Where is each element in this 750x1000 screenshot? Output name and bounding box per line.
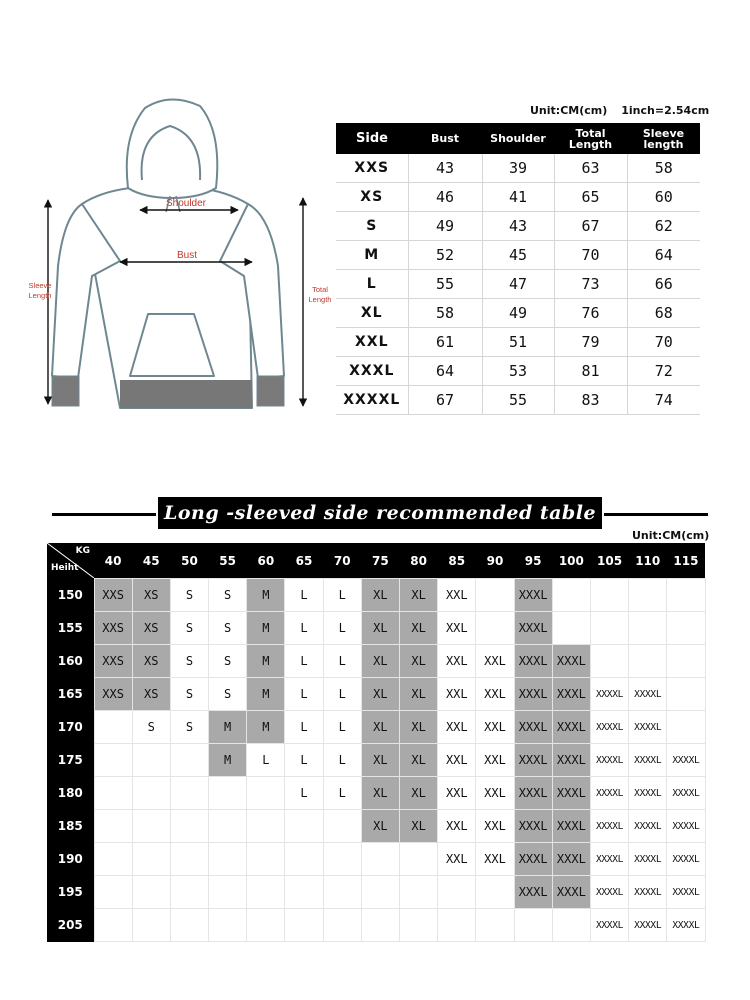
size-recommendation-cell: XXS [94,612,132,645]
size-recommendation-cell: XXXL [514,711,552,744]
size-recommendation-cell [323,909,361,942]
size-recommendation-cell: S [170,612,208,645]
size-recommendation-cell: XL [361,678,399,711]
height-row [47,579,705,612]
size-recommendation-cell: XL [400,711,438,744]
inch-note: 1inch=2.54cm [621,104,710,117]
size-recommendation-cell: XXL [476,711,514,744]
size-recommendation-cell: XL [400,645,438,678]
size-recommendation-cell: XXXL [552,744,590,777]
size-recommendation-cell: XXXL [514,876,552,909]
size-recommendation-cell: L [323,678,361,711]
size-label-cell: S [336,212,408,241]
size-recommendation-cell: XXXXL [590,711,628,744]
weight-header: 60 [247,543,285,579]
size-recommendation-cell [132,777,170,810]
size-recommendation-cell: XS [132,612,170,645]
height-header: 190 [47,843,94,876]
measurement-cell: 73 [554,270,627,299]
height-header: 170 [47,711,94,744]
weight-header: 45 [132,543,170,579]
size-recommendation-cell: XXXL [514,678,552,711]
size-label-cell: XXXXL [336,386,408,415]
size-recommendation-cell: XXL [476,810,514,843]
size-label-cell: XL [336,299,408,328]
size-recommendation-cell: M [209,744,247,777]
size-table-header [336,123,700,154]
measurement-cell: 68 [627,299,700,328]
title-rule-right [604,513,708,516]
size-recommendation-cell: XXL [476,678,514,711]
measurement-cell: 55 [482,386,554,415]
measurement-cell: 64 [408,357,482,386]
weight-header: 55 [209,543,247,579]
size-recommendation-cell: L [285,645,323,678]
size-recommendation-cell: XL [361,810,399,843]
total-length-label: Total Length [308,285,332,304]
weight-header: 95 [514,543,552,579]
size-row [336,154,700,183]
size-recommendation-cell: XXXXL [590,744,628,777]
size-recommendation-cell [170,810,208,843]
size-recommendation-cell: XXXL [552,777,590,810]
size-recommendation-cell: S [209,612,247,645]
measurement-cell: 45 [482,241,554,270]
size-recommendation-cell: XXXL [552,645,590,678]
size-recommendation-cell [285,810,323,843]
size-label-cell: M [336,241,408,270]
weight-header: 85 [438,543,476,579]
height-row [47,909,705,942]
size-recommendation-cell [94,876,132,909]
measurement-cell: 43 [482,212,554,241]
size-recommendation-cell: M [247,711,285,744]
measurement-cell: 61 [408,328,482,357]
size-recommendation-cell: S [170,645,208,678]
size-recommendation-cell [323,810,361,843]
size-recommendation-cell [552,579,590,612]
size-recommendation-cell [94,909,132,942]
height-header: 165 [47,678,94,711]
size-recommendation-cell [247,810,285,843]
size-recommendation-cell [247,876,285,909]
size-recommendation-cell: XXL [476,645,514,678]
title-rule-left [52,513,156,516]
size-recommendation-cell [438,909,476,942]
size-recommendation-cell: S [132,711,170,744]
size-recommendation-cell: XXXXL [629,810,667,843]
size-recommendation-cell: S [170,711,208,744]
size-recommendation-cell [247,777,285,810]
measurement-cell: 81 [554,357,627,386]
size-recommendation-cell: L [285,744,323,777]
size-recommendation-cell [361,909,399,942]
size-recommendation-cell [361,876,399,909]
size-recommendation-cell: S [209,645,247,678]
height-row [47,612,705,645]
weight-header: 90 [476,543,514,579]
size-header-1: Bust [408,123,482,154]
size-recommendation-cell: XXL [438,645,476,678]
weight-header: 40 [94,543,132,579]
size-recommendation-cell: XXXXL [629,909,667,942]
size-recommendation-cell: XL [361,711,399,744]
height-row [47,744,705,777]
size-recommendation-cell [132,876,170,909]
size-recommendation-cell [552,909,590,942]
height-header: 150 [47,579,94,612]
size-recommendation-cell: XL [361,645,399,678]
size-row [336,357,700,386]
size-recommendation-cell: XXS [94,645,132,678]
size-recommendation-cell: XL [400,612,438,645]
size-recommendation-cell: XXS [94,579,132,612]
size-recommendation-cell: XL [361,579,399,612]
size-recommendation-cell [170,777,208,810]
size-recommendation-cell: S [170,678,208,711]
size-recommendation-cell: XXL [476,777,514,810]
size-recommendation-cell [323,876,361,909]
recommended-table [47,543,706,942]
size-recommendation-cell [361,843,399,876]
kg-label: KG [75,546,90,556]
size-recommendation-cell: XL [361,744,399,777]
size-recommendation-cell [170,744,208,777]
size-label-cell: L [336,270,408,299]
size-recommendation-cell: XXXXL [590,876,628,909]
hoodie-hood [127,99,218,198]
size-row [336,386,700,415]
size-recommendation-cell: XXXL [552,678,590,711]
measurement-cell: 49 [408,212,482,241]
size-recommendation-cell: XXXL [552,876,590,909]
size-recommendation-cell: XXXXL [629,777,667,810]
size-recommendation-cell: XXXXL [667,843,705,876]
shoulder-label: Shoulder [165,198,207,209]
size-recommendation-cell: L [323,612,361,645]
size-recommendation-cell [667,645,705,678]
size-recommendation-cell: XXXXL [667,876,705,909]
size-recommendation-cell [667,711,705,744]
size-recommendation-cell: XXL [476,744,514,777]
size-recommendation-cell: M [247,612,285,645]
measurement-cell: 58 [408,299,482,328]
measurement-cell: 49 [482,299,554,328]
size-recommendation-cell: XXXXL [629,843,667,876]
size-recommendation-cell: L [323,711,361,744]
size-row [336,299,700,328]
size-recommendation-cell: XL [400,678,438,711]
size-recommendation-cell: XXXL [514,744,552,777]
size-recommendation-cell [209,876,247,909]
size-recommendation-cell [94,810,132,843]
size-recommendation-cell: XL [400,810,438,843]
size-recommendation-cell: XS [132,645,170,678]
weight-header: 70 [323,543,361,579]
weight-header: 50 [170,543,208,579]
measurement-cell: 47 [482,270,554,299]
size-recommendation-cell [514,909,552,942]
size-header-0: Side [336,123,408,154]
sleeve-length-label: Sleeve Length [28,281,52,300]
size-row [336,241,700,270]
measurement-cell: 53 [482,357,554,386]
size-recommendation-cell: XXXL [552,810,590,843]
size-recommendation-cell: XL [361,777,399,810]
weight-header: 75 [361,543,399,579]
size-row [336,270,700,299]
recommended-unit-note: Unit:CM(cm) [632,529,710,542]
size-recommendation-cell: L [323,579,361,612]
size-recommendation-cell: L [285,612,323,645]
size-recommendation-cell: L [285,678,323,711]
corner-header [47,543,94,579]
measurement-cell: 39 [482,154,554,183]
size-recommendation-cell: XXXL [514,810,552,843]
size-recommendation-cell: XXL [438,744,476,777]
measurement-cell: 67 [554,212,627,241]
size-recommendation-cell: L [247,744,285,777]
size-label-cell: XXXL [336,357,408,386]
size-recommendation-cell [438,876,476,909]
size-recommendation-cell [209,843,247,876]
size-recommendation-cell: XXXXL [667,744,705,777]
size-recommendation-cell [170,909,208,942]
hoodie-right-cuff [257,376,284,406]
measurement-cell: 70 [627,328,700,357]
hoodie-diagram [20,96,335,416]
height-header: 180 [47,777,94,810]
size-table [336,123,700,415]
size-recommendation-cell [94,843,132,876]
measurement-cell: 66 [627,270,700,299]
size-recommendation-cell [247,843,285,876]
size-recommendation-cell: XXXL [514,612,552,645]
size-recommendation-cell: XXXXL [667,810,705,843]
measurement-cell: 52 [408,241,482,270]
size-recommendation-cell [590,579,628,612]
size-recommendation-cell: S [209,579,247,612]
size-recommendation-cell: L [323,645,361,678]
size-recommendation-cell [209,810,247,843]
size-recommendation-cell: XXXXL [667,777,705,810]
measurement-cell: 51 [482,328,554,357]
size-recommendation-cell [132,810,170,843]
size-recommendation-cell [629,645,667,678]
size-recommendation-cell: M [247,579,285,612]
height-row [47,777,705,810]
measurement-cell: 70 [554,241,627,270]
hoodie-left-cuff [52,376,79,406]
size-recommendation-cell: XXXXL [590,843,628,876]
size-recommendation-cell [552,612,590,645]
height-row [47,645,705,678]
size-recommendation-cell: XXXXL [590,909,628,942]
measurement-cell: 65 [554,183,627,212]
size-recommendation-cell: XXL [438,579,476,612]
height-row [47,810,705,843]
size-recommendation-cell: XXXXL [629,744,667,777]
size-recommendation-cell [285,843,323,876]
size-label-cell: XS [336,183,408,212]
weight-header: 100 [552,543,590,579]
size-recommendation-cell: XXL [438,810,476,843]
size-recommendation-cell: XXL [438,711,476,744]
height-header: 175 [47,744,94,777]
measurement-cell: 76 [554,299,627,328]
measurement-cell: 63 [554,154,627,183]
size-recommendation-cell: XL [400,777,438,810]
size-recommendation-cell [94,777,132,810]
size-recommendation-cell [323,843,361,876]
height-header: 155 [47,612,94,645]
size-recommendation-cell [476,909,514,942]
size-recommendation-cell: M [209,711,247,744]
size-recommendation-cell: XXL [438,777,476,810]
size-label-cell: XXS [336,154,408,183]
size-recommendation-cell: XL [400,579,438,612]
size-recommendation-cell: XXXXL [590,777,628,810]
measurement-cell: 83 [554,386,627,415]
size-header-3: Total Length [554,123,627,154]
size-recommendation-cell [132,909,170,942]
unit-note-row [530,104,709,117]
size-recommendation-cell [285,909,323,942]
size-recommendation-cell: XXXL [514,777,552,810]
size-recommendation-cell: L [285,579,323,612]
size-recommendation-cell: XXS [94,678,132,711]
weight-header: 65 [285,543,323,579]
size-recommendation-cell: S [170,579,208,612]
size-recommendation-cell [247,909,285,942]
size-header-2: Shoulder [482,123,554,154]
height-header: 205 [47,909,94,942]
size-recommendation-cell: XXXXL [629,711,667,744]
weight-header: 80 [400,543,438,579]
height-row [47,678,705,711]
hoodie-hem [120,380,252,408]
measurement-cell: 79 [554,328,627,357]
size-recommendation-cell [400,843,438,876]
size-recommendation-cell [667,579,705,612]
unit-note: Unit:CM(cm) [530,104,608,117]
size-recommendation-cell: M [247,645,285,678]
size-recommendation-cell: XXL [476,843,514,876]
weight-header: 105 [590,543,628,579]
size-row [336,183,700,212]
size-recommendation-cell: XXL [438,843,476,876]
recommended-table-title: Long -sleeved side recommended table [158,497,602,529]
bust-label: Bust [176,250,198,261]
size-recommendation-cell [629,579,667,612]
size-recommendation-cell: XXXXL [629,876,667,909]
height-header: 160 [47,645,94,678]
size-recommendation-cell [629,612,667,645]
size-recommendation-cell: L [285,777,323,810]
size-recommendation-cell [476,876,514,909]
size-recommendation-cell [170,876,208,909]
measurement-cell: 58 [627,154,700,183]
size-recommendation-cell [285,876,323,909]
measurement-cell: 55 [408,270,482,299]
measurement-cell: 64 [627,241,700,270]
size-recommendation-cell: XXXL [514,645,552,678]
size-recommendation-cell [170,843,208,876]
measurement-cell: 72 [627,357,700,386]
size-recommendation-cell: XXXXL [590,678,628,711]
size-recommendation-cell: XXXL [514,579,552,612]
size-recommendation-cell [400,909,438,942]
measurement-cell: 60 [627,183,700,212]
height-row [47,876,705,909]
size-recommendation-cell: L [285,711,323,744]
size-recommendation-cell: L [323,777,361,810]
measurement-cell: 62 [627,212,700,241]
measurement-cell: 74 [627,386,700,415]
size-recommendation-cell: L [323,744,361,777]
size-row [336,212,700,241]
size-recommendation-cell [476,579,514,612]
size-recommendation-cell: XS [132,579,170,612]
size-row [336,328,700,357]
size-recommendation-cell [132,744,170,777]
size-recommendation-cell: XXXL [514,843,552,876]
measurement-cell: 46 [408,183,482,212]
height-header: 185 [47,810,94,843]
weight-header-row [47,543,705,579]
size-header-4: Sleeve length [627,123,700,154]
size-recommendation-cell: XXXL [552,843,590,876]
size-recommendation-cell [590,612,628,645]
size-recommendation-cell [209,909,247,942]
size-label-cell: XXL [336,328,408,357]
size-recommendation-cell [476,612,514,645]
size-recommendation-cell: XXXXL [667,909,705,942]
height-row [47,843,705,876]
measurement-cell: 67 [408,386,482,415]
measurement-cell: 43 [408,154,482,183]
size-recommendation-cell [400,876,438,909]
height-header: 195 [47,876,94,909]
measurement-cell: 41 [482,183,554,212]
size-recommendation-cell [667,678,705,711]
height-row [47,711,705,744]
size-recommendation-cell [94,744,132,777]
size-recommendation-cell [132,843,170,876]
size-recommendation-cell: XXL [438,678,476,711]
height-label: Heiht [51,563,79,573]
size-recommendation-cell: M [247,678,285,711]
weight-header: 115 [667,543,705,579]
size-recommendation-cell [667,612,705,645]
size-recommendation-cell: XXXL [552,711,590,744]
size-recommendation-cell: XL [361,612,399,645]
size-recommendation-cell: XL [400,744,438,777]
size-recommendation-cell [94,711,132,744]
size-recommendation-cell: S [209,678,247,711]
size-recommendation-cell: XXXXL [590,810,628,843]
size-recommendation-cell [209,777,247,810]
size-recommendation-cell: XXXXL [629,678,667,711]
size-recommendation-cell: XXL [438,612,476,645]
weight-header: 110 [629,543,667,579]
size-recommendation-cell: XS [132,678,170,711]
size-recommendation-cell [590,645,628,678]
